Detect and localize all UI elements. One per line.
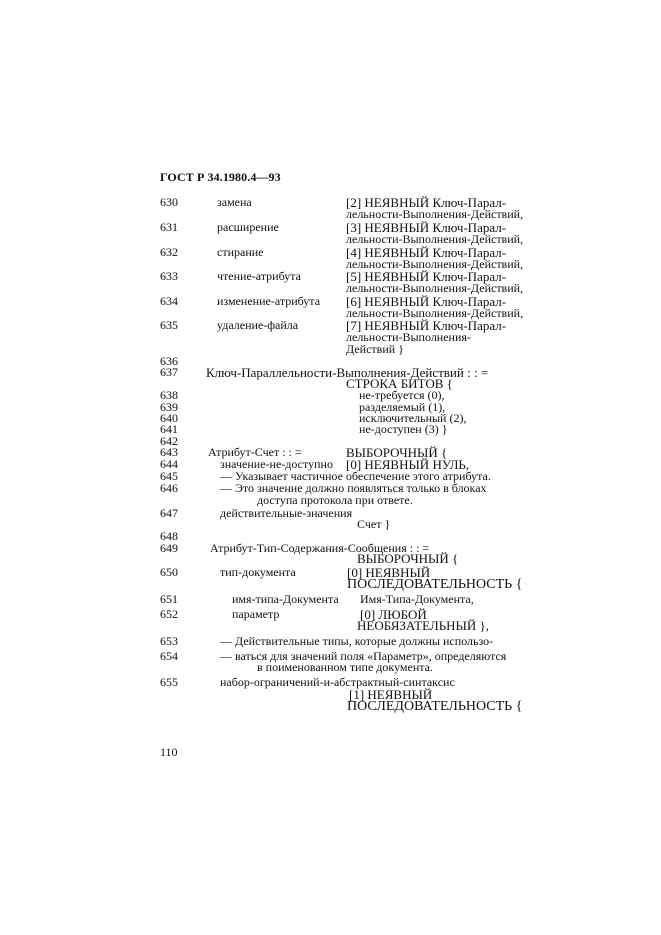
field-value: Счет }: [357, 517, 391, 531]
line-number: 640: [160, 411, 178, 425]
line-number: 630: [160, 195, 178, 209]
line-number: 645: [160, 469, 178, 483]
field-value-cont: НЕОБЯЗАТЕЛЬНЫЙ },: [357, 618, 490, 633]
line-number: 634: [160, 294, 178, 308]
field-value-cont: лельности-Выполнения-Действий,: [346, 232, 524, 246]
field-value-cont: лельности-Выполнения-Действий,: [346, 257, 524, 271]
field-name: удаление-файла: [217, 318, 299, 332]
field-name: стирание: [217, 245, 264, 259]
field-value-cont: ПОСЛЕДОВАТЕЛЬНОСТЬ {: [347, 577, 523, 592]
line-number: 639: [160, 400, 178, 414]
field-value: [5] НЕЯВНЫЙ Ключ-Парал-: [346, 269, 507, 284]
line-number: 631: [160, 220, 178, 234]
line-number: 637: [160, 365, 178, 379]
comment-cont: в поименованном типе документа.: [257, 660, 433, 674]
line-number: 647: [160, 506, 178, 520]
field-name: параметр: [232, 607, 280, 621]
line-number: 635: [160, 318, 178, 332]
line-number: 641: [160, 422, 178, 436]
field-value: [7] НЕЯВНЫЙ Ключ-Парал-: [346, 318, 507, 333]
enum-item: не-требуется (0),: [359, 388, 445, 402]
field-value-cont: лельности-Выполнения-Действий,: [346, 306, 524, 320]
type-definition: Атрибут-Счет : : =: [208, 445, 302, 459]
field-value: [0] НЕЯВНЫЙ: [347, 565, 431, 580]
field-value: [3] НЕЯВНЫЙ Ключ-Парал-: [346, 220, 507, 235]
line-number: 654: [160, 649, 178, 663]
line-number: 649: [160, 541, 178, 555]
field-value: [0] ЛЮБОЙ: [360, 607, 427, 622]
field-value: [1] НЕЯВНЫЙ: [349, 687, 433, 702]
field-name: значение-не-доступно: [220, 457, 333, 471]
field-value: [4] НЕЯВНЫЙ Ключ-Парал-: [346, 245, 507, 260]
comment: — Указывает частичное обеспечение этого атрибута.: [220, 469, 491, 483]
line-number: 636: [160, 354, 178, 368]
line-number: 644: [160, 457, 178, 471]
comment: — Это значение должно появляться только в блоках: [220, 481, 487, 495]
comment-cont: доступа протокола при ответе.: [257, 493, 413, 507]
field-name: чтение-атрибута: [217, 269, 301, 283]
line-number: 643: [160, 445, 178, 459]
field-value-cont: ПОСЛЕДОВАТЕЛЬНОСТЬ {: [347, 699, 523, 714]
line-number: 650: [160, 565, 178, 579]
line-number: 638: [160, 388, 178, 402]
field-name: изменение-атрибута: [217, 294, 321, 308]
comment: — Действительные типы, которые должны использо-: [220, 634, 494, 648]
enum-item: исключительный (2),: [359, 411, 467, 425]
field-name: замена: [217, 195, 252, 209]
field-value-cont: лельности-Выполнения-Действий,: [346, 281, 524, 295]
enum-item: не-доступен (3) }: [359, 422, 448, 436]
line-number: 653: [160, 634, 178, 648]
type-value: ВЫБОРОЧНЫЙ {: [357, 551, 459, 566]
type-value: ВЫБОРОЧНЫЙ {: [346, 445, 448, 460]
field-name: тип-документа: [220, 565, 296, 579]
field-name: расширение: [217, 220, 279, 234]
line-number: 642: [160, 434, 178, 448]
field-value: [6] НЕЯВНЫЙ Ключ-Парал-: [346, 294, 507, 309]
field-name: действительные-значения: [220, 506, 353, 520]
field-value: Имя-Типа-Документа,: [360, 592, 474, 606]
page-number: 110: [160, 745, 178, 759]
line-number: 651: [160, 592, 178, 606]
type-definition: Атрибут-Тип-Содержания-Сообщения : : =: [210, 541, 430, 555]
field-value-cont: Действий }: [346, 342, 404, 356]
line-number: 655: [160, 675, 178, 689]
field-value-cont: лельности-Выполнения-: [346, 330, 471, 344]
line-number: 648: [160, 529, 178, 543]
field-name: набор-ограничений-и-абстрактный-синтаксис: [220, 675, 455, 689]
page-header: ГОСТ Р 34.1980.4—93: [160, 170, 281, 184]
field-value-cont: лельности-Выполнения-Действий,: [346, 207, 524, 221]
line-number: 633: [160, 269, 178, 283]
line-number: 652: [160, 607, 178, 621]
field-name: имя-типа-Документа: [232, 592, 339, 606]
type-value: СТРОКА БИТОВ {: [346, 376, 453, 391]
enum-item: разделяемый (1),: [359, 400, 446, 414]
line-number: 646: [160, 481, 178, 495]
type-definition: Ключ-Параллельности-Выполнения-Действий : : =: [206, 365, 489, 380]
line-number: 632: [160, 245, 178, 259]
field-value: [0] НЕЯВНЫЙ НУЛЬ,: [346, 457, 470, 472]
field-value: [2] НЕЯВНЫЙ Ключ-Парал-: [346, 195, 507, 210]
comment: — ваться для значений поля «Параметр», определяются: [220, 649, 507, 663]
